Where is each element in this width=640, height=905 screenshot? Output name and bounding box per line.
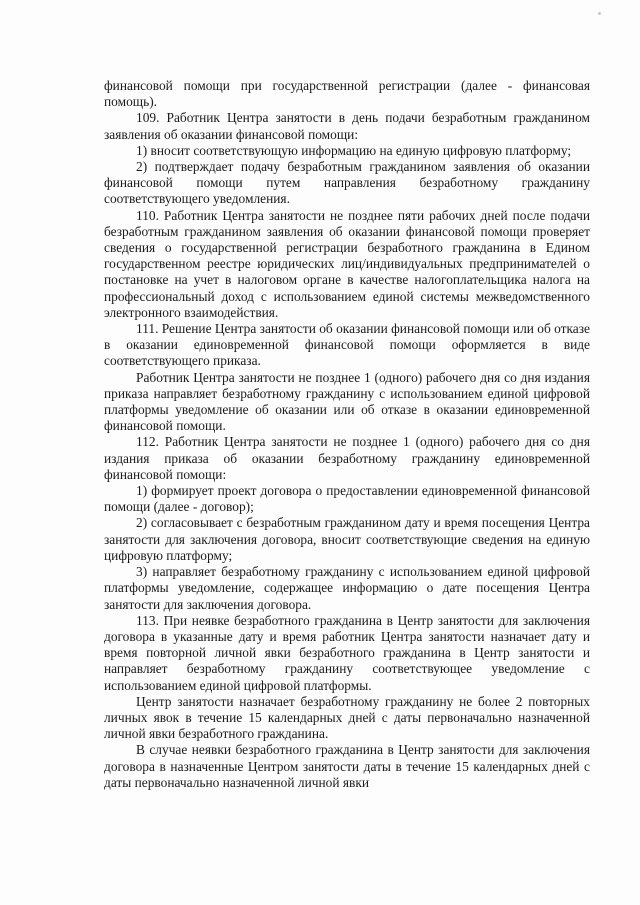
paragraph-113-no-show: В случае неявки безработного гражданина в Центр занятости для заключения договора в назначенные Центром занятости даты в течение 15 календарных дней с даты первоначально назначенной личной явки: [104, 742, 590, 790]
paragraph-112-item-2: 2) согласовывает с безработным гражданином дату и время посещения Центра занятости для заключения договора, вносит соответствующие сведения на единую цифровую платформу;: [104, 515, 590, 563]
paragraph-112-item-1: 1) формирует проект договора о предоставлении единовременной финансовой помощи (далее - договор);: [104, 483, 590, 515]
paragraph-109: 109. Работник Центра занятости в день подачи безработным гражданином заявления об оказании финансовой помощи:: [104, 110, 590, 142]
paragraph-111-notice: Работник Центра занятости не позднее 1 (одного) рабочего дня со дня издания приказа направляет безработному гражданину с использованием единой цифровой платформы уведомление об оказании или об отказе в оказании единовременной финансовой помощи.: [104, 369, 590, 434]
paragraph-111: 111. Решение Центра занятости об оказании финансовой помощи или об отказе в оказании единовременной финансовой помощи оформляется в виде соответствующего приказа.: [104, 321, 590, 369]
paragraph-110: 110. Работник Центра занятости не позднее пяти рабочих дней после подачи безработным гражданином заявления об оказании финансовой помощи проверяет сведения о государственной регистрации безработного гражданина в Едином государственном реестре юридических лиц/индивидуальных предпринимателей о постановке на учет в налоговом органе в качестве налогоплательщика налога на профессиональный доход с использованием единой системы межведомственного электронного взаимодействия.: [104, 207, 590, 320]
paragraph-112-item-3: 3) направляет безработному гражданину с использованием единой цифровой платформы уведомление, содержащее информацию о дате посещения Центра занятости для заключения договора.: [104, 564, 590, 612]
paragraph-109-item-2: 2) подтверждает подачу безработным гражданином заявления об оказании финансовой помощи путем направления безработному гражданину соответствующего уведомления.: [104, 159, 590, 207]
document-body: [104, 78, 590, 791]
paragraph-113: 113. При неявке безработного гражданина в Центр занятости для заключения договора в указанные дату и время работник Центра занятости назначает дату и время повторной личной явки безработного гражданина в Центр занятости и направляет безработному гражданину соответствующее уведомление с использованием единой цифровой платформы.: [104, 612, 590, 693]
scan-speck: [598, 12, 601, 15]
paragraph-continuation: финансовой помощи при государственной регистрации (далее - финансовая помощь).: [104, 78, 590, 110]
paragraph-109-item-1: 1) вносит соответствующую информацию на единую цифровую платформу;: [136, 142, 572, 158]
paragraph-112: 112. Работник Центра занятости не позднее 1 (одного) рабочего дня со дня издания приказа об оказании безработному гражданину единовременной финансовой помощи:: [104, 434, 590, 482]
paragraph-113-repeat-visits: Центр занятости назначает безработному гражданину не более 2 повторных личных явок в течение 15 календарных дней с даты первоначально назначенной личной явки безработного гражданина.: [104, 693, 590, 742]
